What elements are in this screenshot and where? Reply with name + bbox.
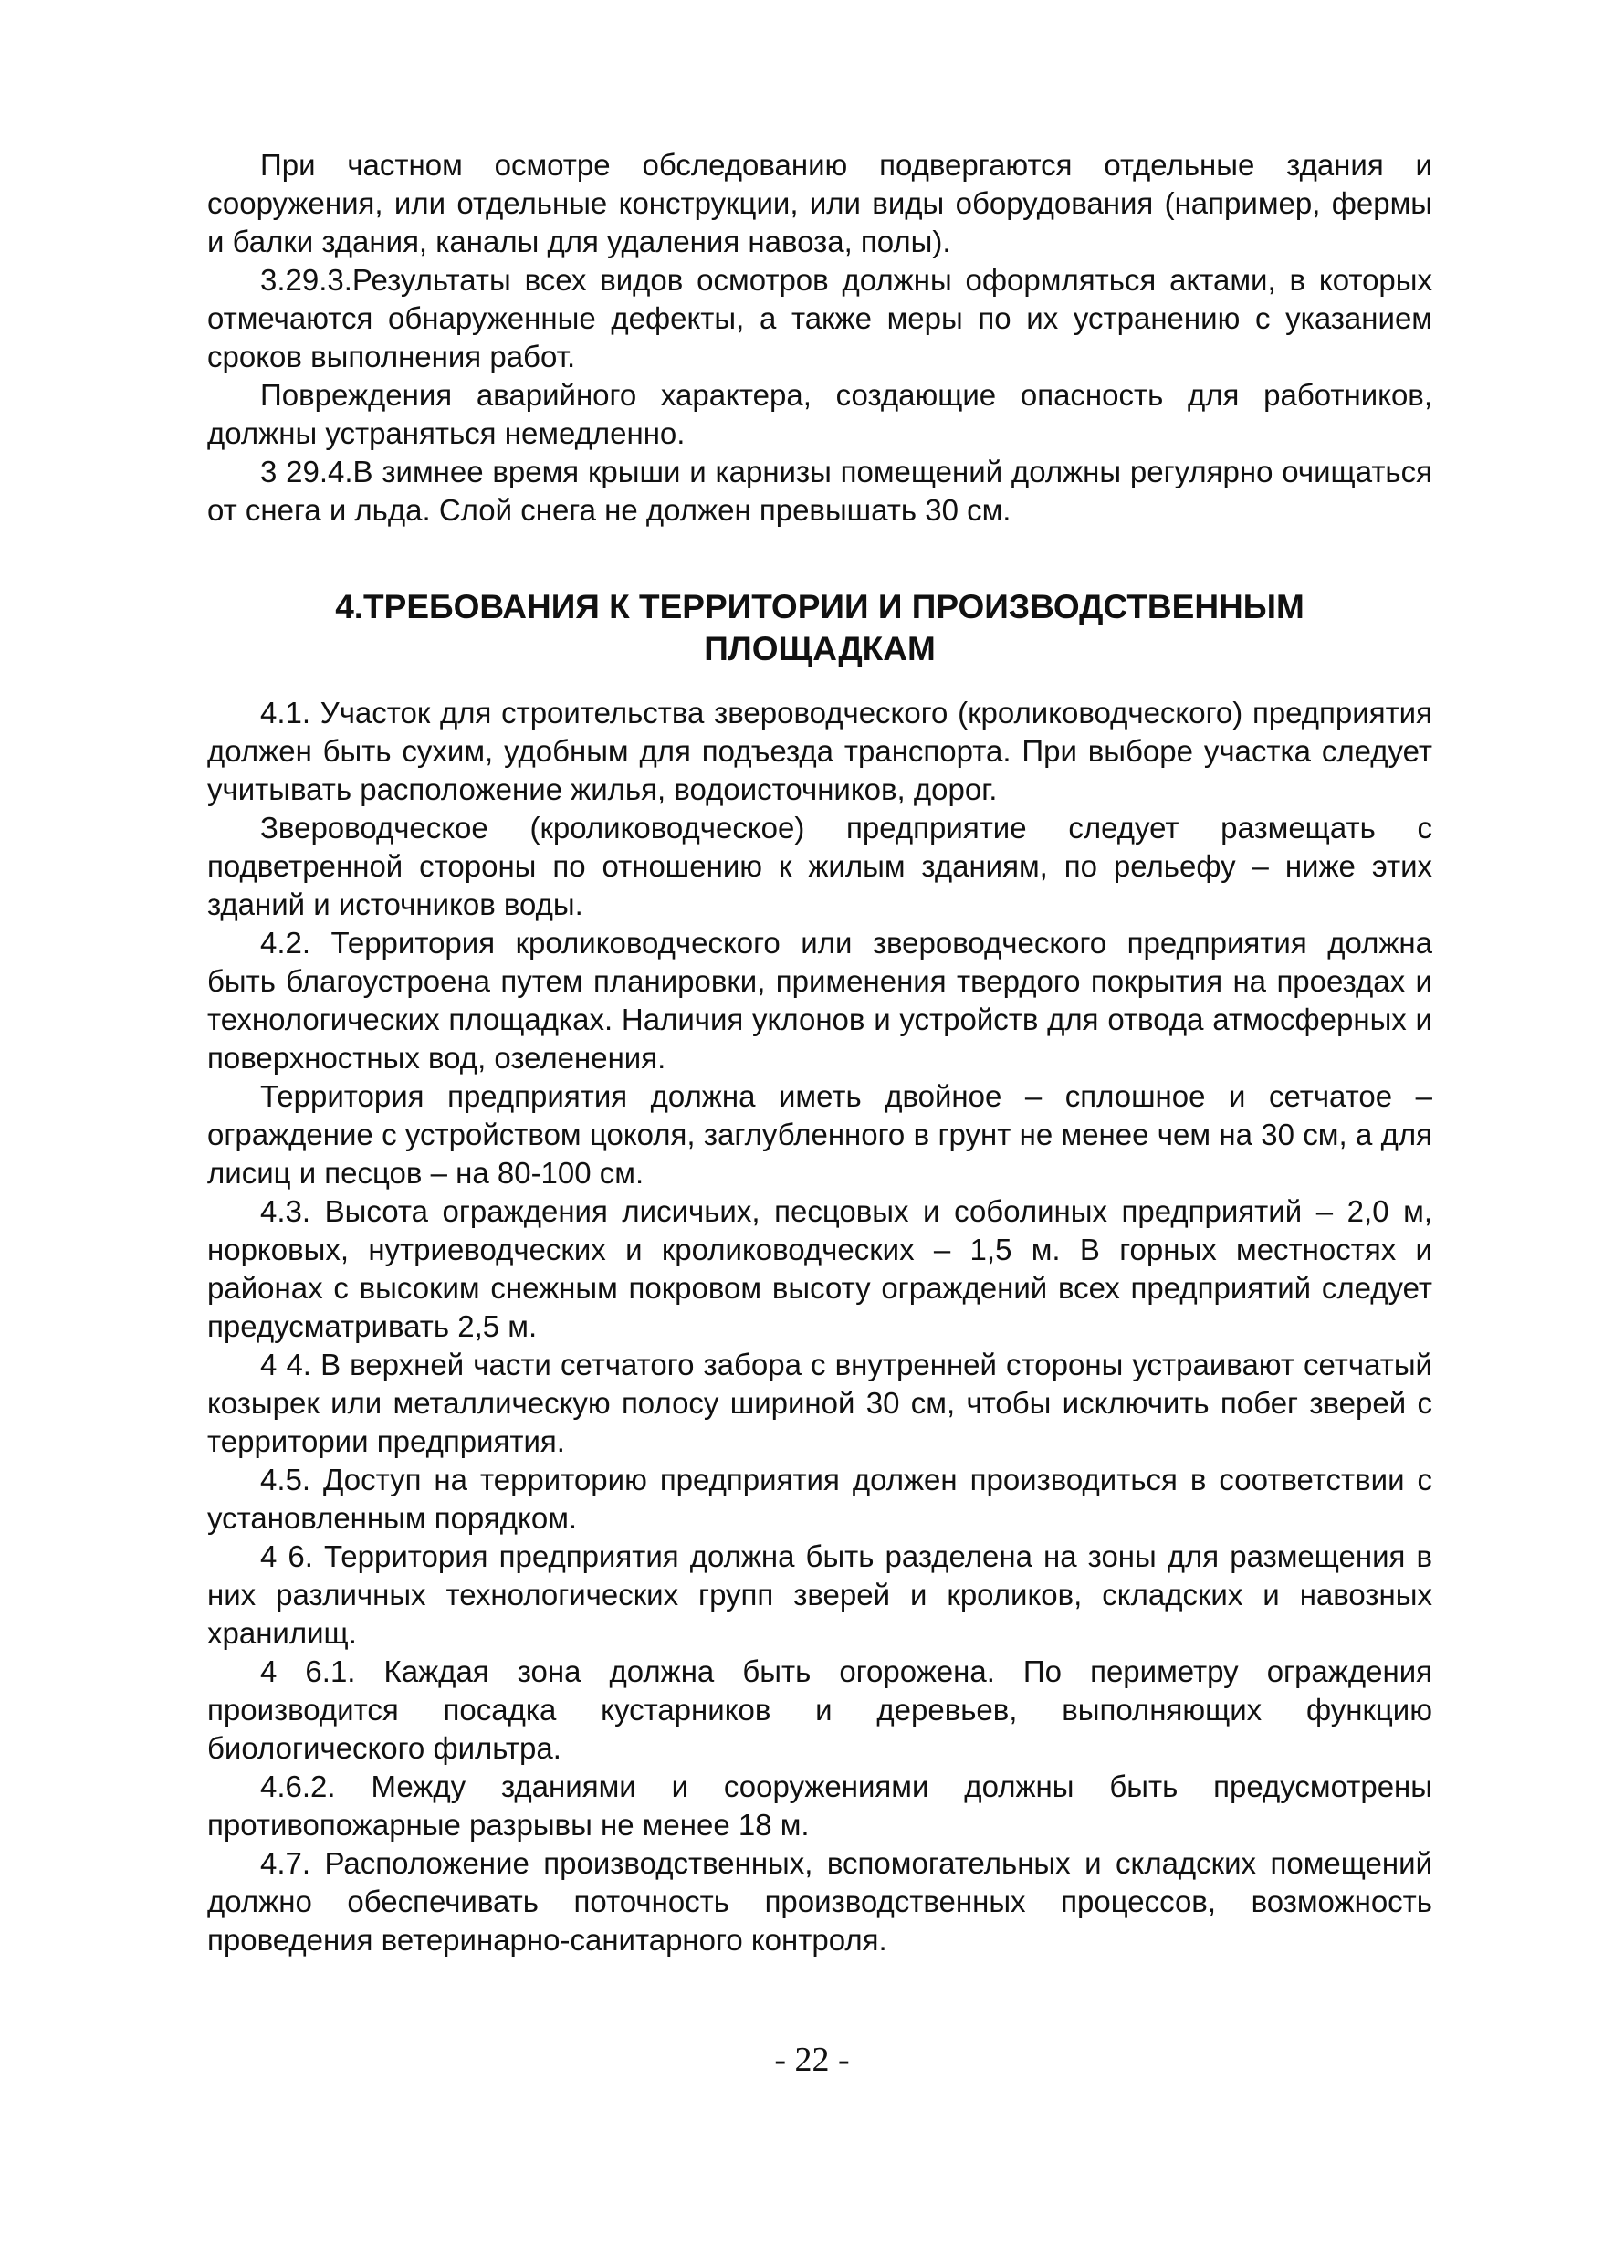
paragraph-3-29-4: 3 29.4.В зимнее время крыши и карнизы помещений должны регулярно очищаться от снега и льда. Слой снега не должен превышать 30 см. <box>207 455 1432 527</box>
paragraph-4-6-1: 4 6.1. Каждая зона должна быть огорожена. По периметру ограждения производится посадка кустарников и деревьев, выполняющих функцию биологического фильтра. <box>207 1654 1432 1765</box>
paragraph-4-1: 4.1. Участок для строительства звероводческого (кролиководческого) предприятия должен быть сухим, удобным для подъезда транспорта. При выборе участка следует учитывать расположение жилья, водоисточников, дорог. <box>207 696 1432 806</box>
paragraph-4-4: 4 4. В верхней части сетчатого забора с внутренней стороны устраивают сетчатый козырек или металлическую полосу шириной 30 см, чтобы исключить побег зверей с территории предприятия. <box>207 1348 1432 1458</box>
paragraph-placement: Звероводческое (кролиководческое) предприятие следует размещать с подветренной стороны по отношению к жилым зданиям, по рельефу – ниже этих зданий и источников воды. <box>207 811 1432 921</box>
paragraph-4-6-2: 4.6.2. Между зданиями и сооружениями должны быть предусмотрены противопожарные разрывы не менее 18 м. <box>207 1769 1432 1842</box>
paragraph-4-7: 4.7. Расположение производственных, вспомогательных и складских помещений должно обеспечивать поточность производственных процессов, возможность проведения ветеринарно-санитарного контроля. <box>207 1846 1432 1957</box>
page-number: - 22 - <box>774 2041 850 2079</box>
section-heading-line-1: 4.ТРЕБОВАНИЯ К ТЕРРИТОРИИ И ПРОИЗВОДСТВЕННЫМ <box>335 588 1304 625</box>
paragraph-3-29-3: 3.29.3.Результаты всех видов осмотров должны оформляться актами, в которых отмечаются обнаруженные дефекты, а также меры по их устранению с указанием сроков выполнения работ. <box>207 263 1432 373</box>
paragraph-private-inspection: При частном осмотре обследованию подвергаются отдельные здания и сооружения, или отдельные конструкции, или виды оборудования (например, фермы и балки здания, каналы для удаления навоза, полы). <box>207 148 1432 258</box>
paragraph-4-3: 4.3. Высота ограждения лисичьих, песцовых и соболиных предприятий – 2,0 м, норковых, нутриеводческих и кролиководческих – 1,5 м. В горных местностях и районах с высоким снежным покровом высоту ограждений всех предприятий следует предусматривать 2,5 м. <box>207 1194 1432 1343</box>
document-page <box>207 146 1432 1959</box>
paragraph-fencing: Территория предприятия должна иметь двойное – сплошное и сетчатое – ограждение с устройством цоколя, заглубленного в грунт не менее чем на 30 см, а для лисиц и песцов – на 80-100 см. <box>207 1079 1432 1190</box>
section-heading <box>207 586 1432 670</box>
paragraph-4-5: 4.5. Доступ на территорию предприятия должен производиться в соответствии с установленным порядком. <box>207 1463 1432 1535</box>
paragraph-4-2: 4.2. Территория кролиководческого или звероводческого предприятия должна быть благоустроена путем планировки, применения твердого покрытия на проездах и технологических площадках. Наличия уклонов и устройств для отвода атмосферных и поверхностных вод, озеленения. <box>207 926 1432 1075</box>
paragraph-4-6: 4 6. Территория предприятия должна быть разделена на зоны для размещения в них различных технологических групп зверей и кроликов, складских и навозных хранилищ. <box>207 1539 1432 1650</box>
section-heading-line-2: ПЛОЩАДКАМ <box>704 630 936 667</box>
paragraph-emergency-damage: Повреждения аварийного характера, создающие опасность для работников, должны устраняться немедленно. <box>207 378 1432 450</box>
